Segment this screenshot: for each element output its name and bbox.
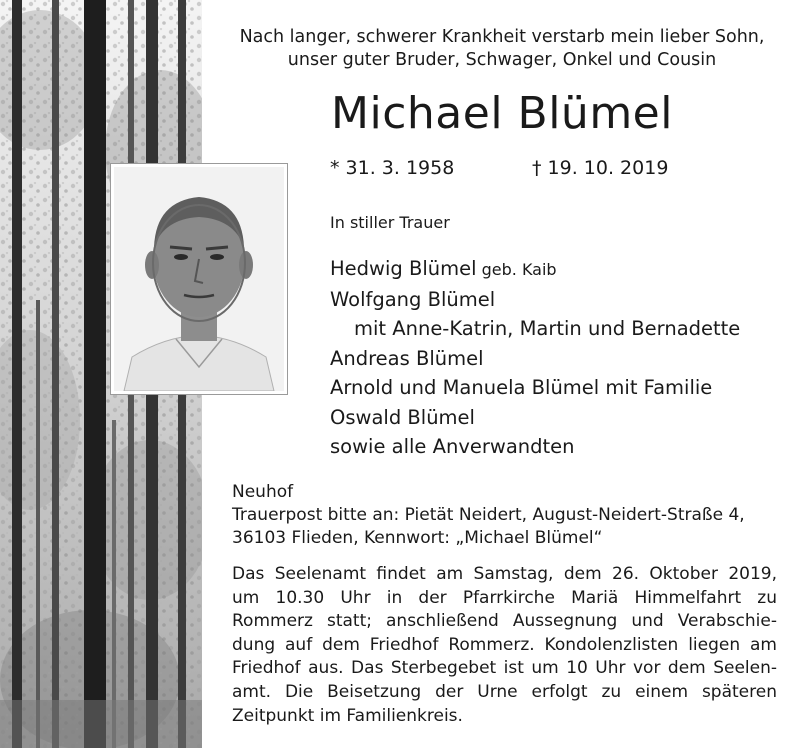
mourner-note: geb. Kaib: [476, 260, 557, 279]
place-name: Neuhof: [232, 482, 294, 502]
notice-line: Friedhof aus. Das Sterbegebet ist um 10 Uhr vor dem Seelen-: [232, 658, 777, 679]
service-notice: [232, 563, 777, 728]
mourning-heading: In stiller Trauer: [330, 213, 450, 232]
mourner-entry: [330, 254, 790, 285]
notice-line: dung auf dem Friedhof Rommerz. Kondolenzlisten liegen am: [232, 634, 777, 655]
portrait-image: [114, 167, 284, 391]
notice-line: Zeitpunkt im Familienkreis.: [232, 705, 463, 726]
mourner-entry: Wolfgang Blümel: [330, 287, 496, 311]
address-line: Trauerpost bitte an: Pietät Neidert, August-Neidert-Straße 4,: [232, 505, 745, 525]
mourner-name: Hedwig Blümel: [330, 257, 477, 280]
notice-line: Das Seelenamt findet am Samstag, dem 26. Oktober 2019,: [232, 564, 777, 584]
deceased-name: Michael Blümel: [331, 88, 673, 139]
intro-text: [222, 26, 782, 72]
notice-line: amt. Die Beisetzung der Urne erfolgt zu einem späteren: [232, 681, 777, 702]
mourner-entry: mit Anne-Katrin, Martin und Bernadette: [354, 317, 741, 340]
mourner-entry: Andreas Blümel: [330, 346, 484, 370]
death-date: † 19. 10. 2019: [532, 157, 669, 179]
intro-line: Nach langer, schwerer Krankheit verstarb mein lieber Sohn,: [239, 27, 765, 47]
notice-line: um 10.30 Uhr in der Pfarrkirche Mariä Himmelfahrt zu: [232, 587, 777, 608]
mourners-list: [330, 254, 790, 462]
portrait-photo: [110, 163, 288, 395]
condolence-address: [232, 481, 777, 550]
address-line: 36103 Flieden, Kennwort: „Michael Blümel“: [232, 528, 603, 548]
mourner-entry: Arnold und Manuela Blümel mit Familie: [330, 376, 713, 399]
birth-date: * 31. 3. 1958: [330, 157, 455, 179]
notice-line: Rommerz statt; anschließend Aussegnung und Verabschie-: [232, 611, 777, 632]
mourner-entry: sowie alle Anverwandten: [330, 435, 575, 458]
mourner-entry: Oswald Blümel: [330, 405, 475, 429]
intro-line: unser guter Bruder, Schwager, Onkel und Cousin: [287, 50, 717, 70]
